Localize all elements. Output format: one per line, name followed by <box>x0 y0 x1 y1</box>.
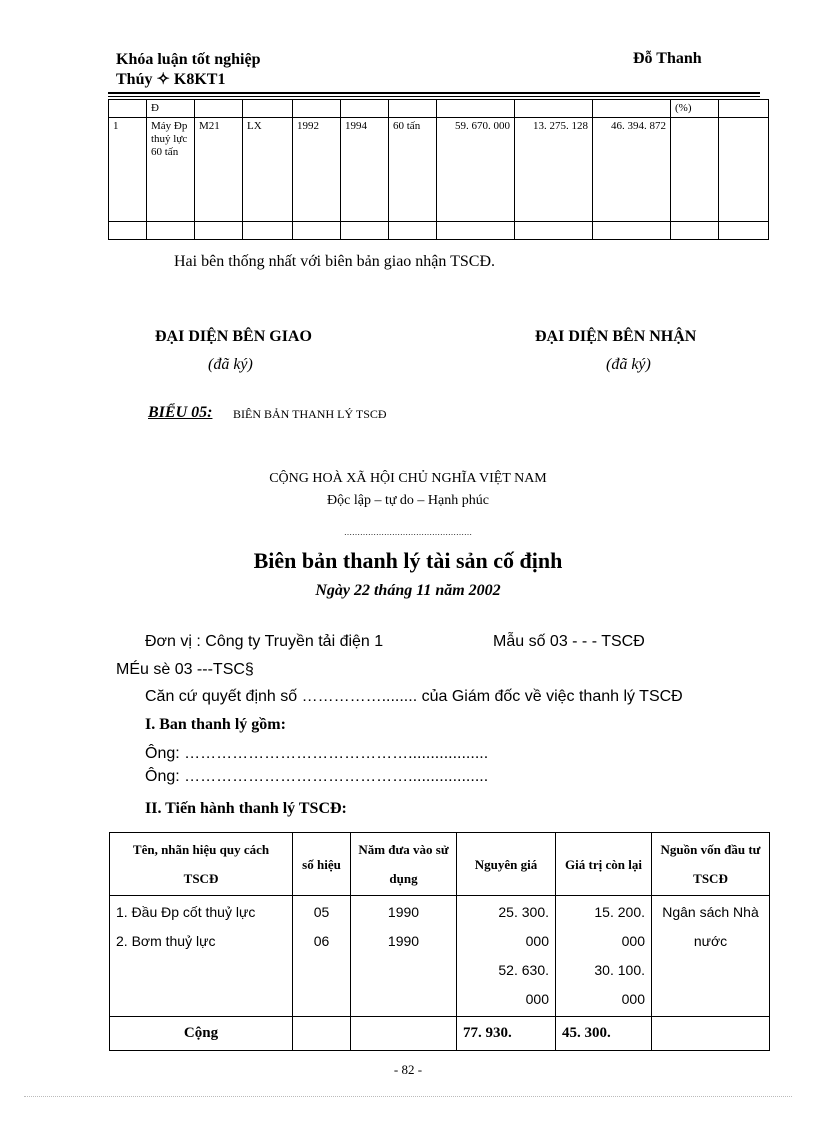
table-header-row <box>109 100 769 118</box>
nation-heading: CỘNG HOÀ XÃ HỘI CHỦ NGHĨA VIỆT NAM <box>269 471 547 486</box>
total-residual-value: 45. 300. <box>556 1017 652 1051</box>
value-line: 30. 100. <box>594 962 645 978</box>
header-author-name: Đỗ Thanh <box>633 50 702 67</box>
serial-value: 05 <box>313 904 330 920</box>
form-label: BIỂU 05: <box>148 404 213 421</box>
table-header-row <box>110 833 770 896</box>
table-cell <box>515 100 593 118</box>
table-cell <box>243 100 293 118</box>
giver-signed-note: (đã ký) <box>208 356 253 373</box>
serial-value: 06 <box>313 933 330 949</box>
section-1-heading: I. Ban thanh lý gồm: <box>145 716 286 733</box>
receiver-representative-title: ĐẠI DIỆN BÊN NHẬN <box>535 328 697 345</box>
table-cell <box>719 100 769 118</box>
value-line: 000 <box>525 991 549 1007</box>
committee-member-line: Ông: …………………………………….................. <box>145 768 489 785</box>
form-number: Mẫu số 03 - - - TSCĐ <box>493 633 645 650</box>
table-cell-year-made: 1992 <box>293 118 341 222</box>
column-header-funding-source: Nguồn vốn đầu tư TSCĐ <box>652 833 770 896</box>
table-cell <box>109 100 147 118</box>
table-cell <box>351 1017 457 1051</box>
year-value: 1990 <box>387 933 420 949</box>
table-cell-funding-source: Ngân sách Nhà nước <box>652 896 770 1017</box>
table-cell-index: 1 <box>109 118 147 222</box>
table-cell-year-used: 1994 <box>341 118 389 222</box>
value-line: 25. 300. <box>498 904 549 920</box>
table-cell <box>293 1017 351 1051</box>
year-value: 1990 <box>387 904 420 920</box>
value-line: 15. 200. <box>594 904 645 920</box>
total-label: Cộng <box>110 1017 293 1051</box>
header-author-class: Thúy ✧ K8KT1 <box>116 71 226 88</box>
value-line: 000 <box>525 933 549 949</box>
receiver-signed-note: (đã ký) <box>606 356 651 373</box>
header-rule-thick <box>108 92 760 94</box>
table-cell-residual: 46. 394. 872 <box>593 118 671 222</box>
footer-divider <box>24 1096 792 1097</box>
column-header-serial: số hiệu <box>293 833 351 896</box>
header-thesis-title: Khóa luận tốt nghiệp <box>116 51 261 68</box>
national-motto: Độc lập – tự do – Hạnh phúc <box>327 493 489 508</box>
giver-representative-title: ĐẠI DIỆN BÊN GIAO <box>155 328 312 345</box>
asset-handover-table <box>108 99 769 240</box>
committee-member-line: Ông: …………………………………….................. <box>145 745 489 762</box>
table-cell-serials <box>293 896 351 1017</box>
header-left <box>116 50 260 90</box>
asset-item: 1. Đầu Đp cốt thuỷ lực <box>116 904 256 920</box>
table-cell <box>652 1017 770 1051</box>
table-cell-original-value: 59. 670. 000 <box>437 118 515 222</box>
agreement-text: Hai bên thống nhất với biên bản giao nhận TSCĐ. <box>174 253 496 270</box>
document-title: Biên bản thanh lý tài sản cố định <box>253 548 563 573</box>
table-cell <box>719 118 769 222</box>
column-header-original-value: Nguyên giá <box>457 833 556 896</box>
section-2-heading: II. Tiến hành thanh lý TSCĐ: <box>145 800 347 817</box>
form-number-encoded: MÉu sè 03 ---TSC§ <box>116 661 254 678</box>
table-cell-code: M21 <box>195 118 243 222</box>
page-number: - 82 - <box>393 1062 423 1077</box>
table-cell-asset-name: Máy Đp thuỷ lực 60 tấn <box>147 118 195 222</box>
form-description: BIÊN BẢN THANH LÝ TSCĐ <box>233 407 387 421</box>
table-cell: Đ <box>147 100 195 118</box>
value-line: 000 <box>621 933 645 949</box>
table-cell-depreciation: 13. 275. 128 <box>515 118 593 222</box>
table-row <box>110 896 770 1017</box>
table-cell <box>195 100 243 118</box>
table-cell-original-values <box>457 896 556 1017</box>
total-original-value: 77. 930. <box>457 1017 556 1051</box>
table-cell <box>389 100 437 118</box>
table-cell <box>671 118 719 222</box>
document-date: Ngày 22 tháng 11 năm 2002 <box>315 582 501 599</box>
table-cell <box>341 100 389 118</box>
separator-dots: ………………………………………… <box>344 528 472 537</box>
column-header-name: Tên, nhãn hiệu quy cách TSCĐ <box>110 833 293 896</box>
header-rule-thin <box>108 96 760 97</box>
table-cell-origin: LX <box>243 118 293 222</box>
table-row-empty <box>109 222 769 240</box>
table-cell <box>593 100 671 118</box>
table-cell-asset-names <box>110 896 293 1017</box>
unit-line: Đơn vị : Công ty Truyền tải điện 1 <box>145 633 384 650</box>
table-cell-residual-values <box>556 896 652 1017</box>
table-cell <box>293 100 341 118</box>
column-header-residual-value: Giá trị còn lại <box>556 833 652 896</box>
column-header-year: Năm đưa vào sử dụng <box>351 833 457 896</box>
table-total-row <box>110 1017 770 1051</box>
liquidation-table <box>109 832 770 1051</box>
table-cell-years <box>351 896 457 1017</box>
table-cell-capacity: 60 tấn <box>389 118 437 222</box>
value-line: 52. 630. <box>498 962 549 978</box>
table-row <box>109 118 769 222</box>
asset-item: 2. Bơm thuỷ lực <box>116 933 216 949</box>
value-line: 000 <box>621 991 645 1007</box>
table-cell: (%) <box>671 100 719 118</box>
decision-basis-line: Căn cứ quyết định số ……………........ của Giám đốc về việc thanh lý TSCĐ <box>145 688 683 705</box>
table-cell <box>437 100 515 118</box>
